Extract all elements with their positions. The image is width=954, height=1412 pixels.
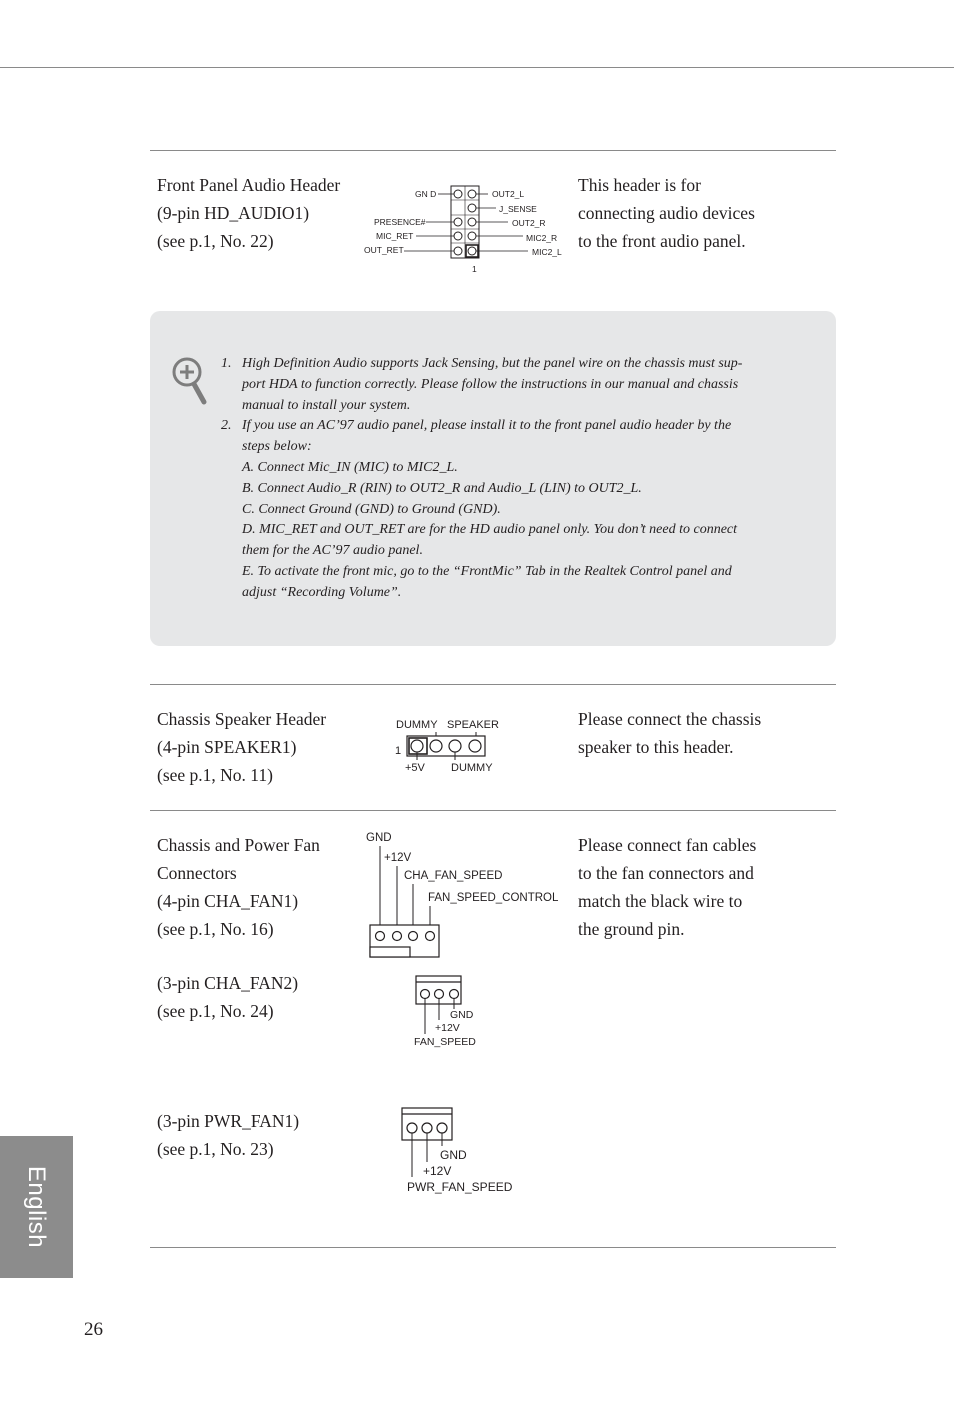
magnifier-plus-icon <box>168 354 212 408</box>
speaker-header-pin-diagram <box>388 712 518 778</box>
pin-label-fan-speed: FAN_SPEED <box>414 1036 476 1048</box>
fan-title-line: (4-pin CHA_FAN1) <box>157 891 299 911</box>
audio-desc-line: This header is for <box>578 175 701 195</box>
cha-fan2-title <box>157 969 298 1025</box>
cha-fan2-line: (3-pin CHA_FAN2) <box>157 973 299 993</box>
pin-label-presence: PRESENCE# <box>374 217 426 227</box>
pin-label-j-sense: J_SENSE <box>499 204 537 214</box>
pin-label-pwr-fan-speed: PWR_FAN_SPEED <box>407 1180 513 1194</box>
note-line: High Definition Audio supports Jack Sensing, but the panel wire on the chassis must sup- <box>242 356 743 371</box>
note-line: A. Connect Mic_IN (MIC) to MIC2_L. <box>242 459 458 475</box>
pin-label-12v: +12V <box>423 1164 452 1178</box>
fan-connectors-description <box>578 831 756 943</box>
speaker-desc-line: Please connect the chassis <box>578 709 762 729</box>
note-line: adjust “Recording Volume”. <box>242 584 402 600</box>
speaker-header-title <box>157 705 326 789</box>
fan-title-line: Chassis and Power Fan <box>157 835 320 855</box>
pin-label-cha-fan-speed: CHA_FAN_SPEED <box>404 870 503 882</box>
note-line: port HDA to function correctly. Please follow the instructions in our manual and chassis <box>242 376 739 392</box>
note-item <box>221 416 791 603</box>
pin-label-out-ret: OUT_RET <box>364 245 404 255</box>
audio-header-description <box>578 171 755 255</box>
audio-desc-line: to the front audio panel. <box>578 231 746 251</box>
fan-desc-line: the ground pin. <box>578 919 685 939</box>
note-line: B. Connect Audio_R (RIN) to OUT2_R and Audio_L (LIN) to OUT2_L. <box>242 480 642 496</box>
audio-header-pin-diagram <box>360 180 575 280</box>
pin-label-gnd: GND <box>366 832 392 844</box>
pin-label-fan-speed-control: FAN_SPEED_CONTROL <box>428 892 559 904</box>
cha-fan2-line: (see p.1, No. 24) <box>157 1001 274 1021</box>
pin-label-dummy-top: DUMMY <box>396 719 438 731</box>
pin-label-12v: +12V <box>384 852 412 864</box>
fan-desc-line: match the black wire to <box>578 891 743 911</box>
pin-label-out2-r: OUT2_R <box>512 218 546 228</box>
pwr-fan1-line: (3-pin PWR_FAN1) <box>157 1111 300 1131</box>
speaker-title-line: Chassis Speaker Header <box>157 709 327 729</box>
pwr-fan1-line: (see p.1, No. 23) <box>157 1139 274 1159</box>
cha-fan1-pin-diagram <box>360 826 570 962</box>
note-line: If you use an AC’97 audio panel, please install it to the front panel audio header by the <box>242 418 732 434</box>
audio-desc-line: connecting audio devices <box>578 203 755 223</box>
pin-label-12v: +12V <box>435 1022 460 1034</box>
pwr-fan1-pin-diagram <box>394 1104 524 1196</box>
pin-label-mic2-r: MIC2_R <box>526 233 558 243</box>
pin-one-marker: 1 <box>395 745 402 757</box>
note-line: C. Connect Ground (GND) to Ground (GND). <box>242 501 501 517</box>
pin-label-dummy-bottom: DUMMY <box>451 762 493 774</box>
pin-label-gnd: GND <box>450 1009 474 1021</box>
audio-header-title <box>157 171 340 255</box>
note-line: them for the AC’97 audio panel. <box>242 543 423 559</box>
pin-label-mic-ret: MIC_RET <box>376 231 414 241</box>
notes-list <box>221 354 791 604</box>
speaker-title-line: (see p.1, No. 11) <box>157 765 273 785</box>
speaker-title-line: (4-pin SPEAKER1) <box>157 737 297 757</box>
language-side-tab <box>0 1136 73 1278</box>
audio-title-line: (see p.1, No. 22) <box>157 231 274 251</box>
speaker-desc-line: speaker to this header. <box>578 737 734 757</box>
section-divider <box>150 810 836 811</box>
fan-connectors-title <box>157 831 320 943</box>
speaker-header-description <box>578 705 761 761</box>
section-divider <box>150 150 836 151</box>
pin-label-gnd: GND <box>440 1148 467 1162</box>
page-number: 26 <box>84 1319 103 1340</box>
language-label: English <box>23 1165 50 1249</box>
pin-label-gnd: GN D <box>415 189 437 199</box>
pwr-fan1-title <box>157 1107 299 1163</box>
note-number: 2. <box>221 418 232 434</box>
cha-fan2-pin-diagram <box>408 972 508 1052</box>
section-divider <box>150 684 836 685</box>
fan-title-line: Connectors <box>157 863 237 883</box>
pin-one-marker: 1 <box>472 264 477 274</box>
fan-desc-line: to the fan connectors and <box>578 863 754 883</box>
audio-title-line: (9-pin HD_AUDIO1) <box>157 203 310 223</box>
pin-label-mic2-l: MIC2_L <box>532 247 562 257</box>
note-number: 1. <box>221 356 232 371</box>
note-line: manual to install your system. <box>242 397 411 413</box>
note-line: D. MIC_RET and OUT_RET are for the HD audio panel only. You don’t need to connect <box>242 522 738 538</box>
pin-label-5v: +5V <box>405 762 425 774</box>
fan-desc-line: Please connect fan cables <box>578 835 757 855</box>
note-line: E. To activate the front mic, go to the “FrontMic” Tab in the Realtek Control panel and <box>242 563 732 579</box>
note-line: steps below: <box>242 439 312 455</box>
section-divider <box>150 1247 836 1248</box>
pin-label-speaker: SPEAKER <box>447 719 499 731</box>
audio-title-line: Front Panel Audio Header <box>157 175 341 195</box>
top-rule <box>0 67 954 68</box>
pin-label-out2-l: OUT2_L <box>492 189 525 199</box>
note-item <box>221 354 791 416</box>
fan-title-line: (see p.1, No. 16) <box>157 919 274 939</box>
